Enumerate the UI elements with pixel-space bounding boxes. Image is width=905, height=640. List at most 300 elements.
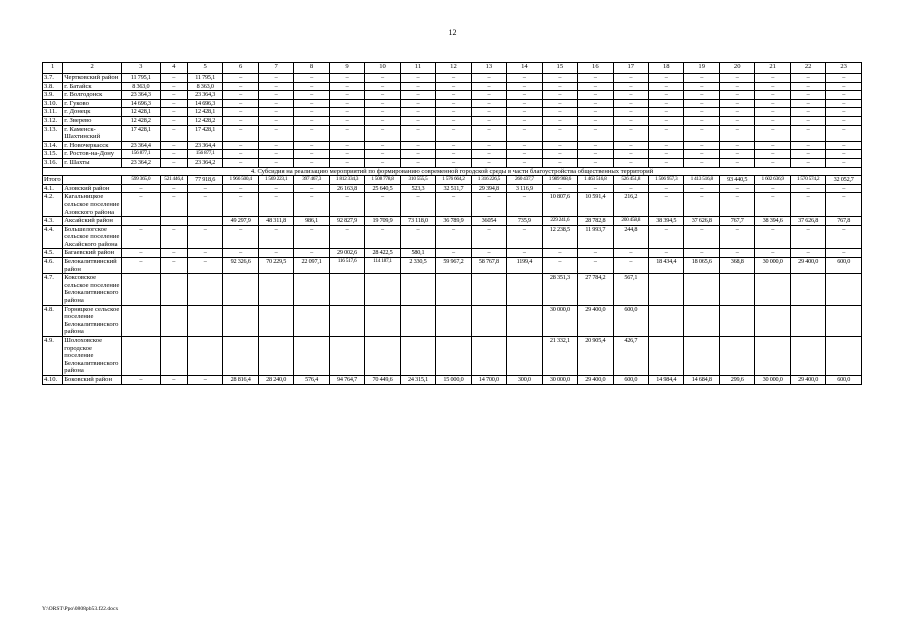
value-cell: –	[400, 91, 435, 100]
value-cell: –	[122, 258, 161, 274]
value-cell: –	[613, 91, 648, 100]
value-cell: –	[790, 249, 825, 258]
value-cell: –	[826, 116, 862, 125]
value-cell: –	[684, 108, 719, 117]
value-cell: 12 428,1	[187, 108, 222, 117]
table-row	[43, 337, 862, 376]
value-cell: –	[471, 249, 506, 258]
value-cell	[258, 274, 293, 305]
value-cell: –	[649, 91, 684, 100]
value-cell: 300,0	[507, 375, 542, 384]
value-cell: 17 428,1	[187, 125, 222, 141]
table-row	[43, 274, 862, 305]
value-cell: –	[826, 225, 862, 249]
value-cell: –	[223, 249, 258, 258]
value-cell: –	[507, 141, 542, 150]
row-name: Аксайский район	[63, 217, 122, 226]
value-cell: –	[122, 193, 161, 217]
value-cell: 600,0	[826, 258, 862, 274]
value-cell: –	[507, 116, 542, 125]
value-cell: –	[258, 74, 293, 83]
value-cell: –	[436, 82, 471, 91]
value-cell: –	[400, 82, 435, 91]
value-cell	[187, 337, 222, 376]
value-cell: –	[160, 99, 187, 108]
value-cell: –	[507, 158, 542, 167]
value-cell	[329, 337, 364, 376]
row-name: г. Зверево	[63, 116, 122, 125]
value-cell	[160, 337, 187, 376]
value-cell	[223, 305, 258, 336]
value-cell: –	[542, 108, 577, 117]
column-number: 23	[826, 63, 862, 74]
value-cell: –	[755, 99, 790, 108]
value-cell: 521 446,4	[160, 176, 187, 185]
value-cell	[258, 337, 293, 376]
value-cell: –	[613, 184, 648, 193]
value-cell	[294, 305, 329, 336]
value-cell: 526 451,8	[613, 176, 648, 185]
row-name: г. Донецк	[63, 108, 122, 117]
value-cell: 576,4	[294, 375, 329, 384]
value-cell: –	[755, 108, 790, 117]
value-cell: –	[542, 91, 577, 100]
value-cell: 73 118,0	[400, 217, 435, 226]
value-cell: –	[329, 82, 364, 91]
value-cell	[329, 305, 364, 336]
value-cell: –	[187, 258, 222, 274]
value-cell: –	[223, 91, 258, 100]
value-cell: –	[790, 108, 825, 117]
value-cell: –	[826, 125, 862, 141]
value-cell: –	[160, 91, 187, 100]
row-number: 3.8.	[43, 82, 63, 91]
value-cell: 10 591,4	[578, 193, 613, 217]
value-cell	[684, 337, 719, 376]
value-cell	[436, 337, 471, 376]
value-cell: –	[719, 193, 754, 217]
value-cell: –	[258, 184, 293, 193]
value-cell: 38 394,5	[649, 217, 684, 226]
value-cell: 37 626,8	[790, 217, 825, 226]
value-cell: –	[436, 158, 471, 167]
table-row	[43, 99, 862, 108]
value-cell	[790, 274, 825, 305]
value-cell: 116 517,6	[329, 258, 364, 274]
value-cell: 12 428,2	[187, 116, 222, 125]
value-cell: –	[684, 82, 719, 91]
value-cell: 11 795,1	[187, 74, 222, 83]
column-number: 22	[790, 63, 825, 74]
value-cell: 599 365,0	[122, 176, 161, 185]
value-cell: 18 065,6	[684, 258, 719, 274]
value-cell: –	[223, 225, 258, 249]
value-cell: 23 364,2	[122, 158, 161, 167]
value-cell: –	[613, 108, 648, 117]
value-cell: –	[471, 99, 506, 108]
value-cell: –	[684, 141, 719, 150]
table-row	[43, 116, 862, 125]
value-cell: 14 984,4	[649, 375, 684, 384]
value-cell: 567,1	[613, 274, 648, 305]
value-cell: –	[258, 158, 293, 167]
value-cell	[400, 337, 435, 376]
value-cell: –	[649, 184, 684, 193]
value-cell: 30 000,0	[755, 258, 790, 274]
value-cell	[471, 274, 506, 305]
value-cell: –	[578, 150, 613, 159]
value-cell: –	[187, 375, 222, 384]
value-cell: 28 816,4	[223, 375, 258, 384]
row-number: 4.1.	[43, 184, 63, 193]
table-row	[43, 74, 862, 83]
value-cell: –	[826, 108, 862, 117]
value-cell: 59 967,2	[436, 258, 471, 274]
value-cell: 1 508 778,8	[365, 176, 400, 185]
value-cell: 25 640,5	[365, 184, 400, 193]
value-cell: –	[649, 150, 684, 159]
value-cell: –	[258, 99, 293, 108]
column-number: 13	[471, 63, 506, 74]
value-cell: 29 400,0	[578, 305, 613, 336]
value-cell: –	[542, 141, 577, 150]
value-cell: 244,8	[613, 225, 648, 249]
value-cell	[223, 337, 258, 376]
value-cell: –	[400, 125, 435, 141]
row-name: Азовский район	[63, 184, 122, 193]
value-cell: –	[400, 99, 435, 108]
value-cell	[649, 337, 684, 376]
value-cell: 600,0	[613, 375, 648, 384]
value-cell: –	[542, 116, 577, 125]
value-cell: 23 364,4	[122, 141, 161, 150]
value-cell: –	[507, 74, 542, 83]
footer-path: Y:\ORST\Ppo\0808pb53.f22.docx	[42, 606, 119, 612]
value-cell: 8 363,0	[187, 82, 222, 91]
value-cell	[649, 274, 684, 305]
value-cell: –	[436, 91, 471, 100]
value-cell: –	[684, 125, 719, 141]
value-cell: 8 363,0	[122, 82, 161, 91]
value-cell: –	[649, 108, 684, 117]
value-cell	[294, 337, 329, 376]
value-cell: 735,9	[507, 217, 542, 226]
row-number: 4.4.	[43, 225, 63, 249]
row-name: Багаевский район	[63, 249, 122, 258]
value-cell: 11 795,1	[122, 74, 161, 83]
value-cell: –	[294, 158, 329, 167]
value-cell: –	[436, 108, 471, 117]
value-cell: 36 789,9	[436, 217, 471, 226]
value-cell: 28 240,0	[258, 375, 293, 384]
value-cell: –	[400, 116, 435, 125]
value-cell: 14 696,3	[122, 99, 161, 108]
value-cell: –	[365, 193, 400, 217]
value-cell: –	[542, 184, 577, 193]
value-cell: –	[684, 193, 719, 217]
value-cell: –	[684, 225, 719, 249]
value-cell: –	[223, 150, 258, 159]
row-name: г. Новочеркасск	[63, 141, 122, 150]
value-cell: –	[294, 193, 329, 217]
value-cell: –	[755, 249, 790, 258]
value-cell	[122, 274, 161, 305]
value-cell: –	[329, 158, 364, 167]
value-cell: –	[578, 158, 613, 167]
value-cell: –	[223, 108, 258, 117]
column-number: 1	[43, 63, 63, 74]
value-cell	[294, 274, 329, 305]
value-cell	[471, 305, 506, 336]
value-cell: –	[160, 125, 187, 141]
value-cell: 2 330,5	[400, 258, 435, 274]
value-cell	[258, 305, 293, 336]
value-cell: –	[719, 99, 754, 108]
value-cell	[719, 337, 754, 376]
column-number: 12	[436, 63, 471, 74]
value-cell: –	[790, 150, 825, 159]
value-cell: –	[436, 116, 471, 125]
value-cell: –	[471, 116, 506, 125]
table-body	[43, 63, 862, 385]
value-cell: –	[365, 99, 400, 108]
value-cell: –	[258, 125, 293, 141]
value-cell	[187, 217, 222, 226]
value-cell: –	[471, 150, 506, 159]
value-cell: –	[160, 193, 187, 217]
value-cell: 12 428,2	[122, 116, 161, 125]
value-cell: –	[329, 74, 364, 83]
value-cell: –	[507, 193, 542, 217]
row-name: Горняцкое сельское поселение Белокалитвинского района	[63, 305, 122, 336]
value-cell: –	[719, 150, 754, 159]
value-cell: –	[719, 158, 754, 167]
value-cell: –	[578, 108, 613, 117]
value-cell: –	[755, 184, 790, 193]
value-cell	[790, 337, 825, 376]
value-cell: –	[365, 108, 400, 117]
value-cell: 1 463 516,8	[578, 176, 613, 185]
value-cell: –	[542, 99, 577, 108]
value-cell: –	[649, 158, 684, 167]
value-cell: 48 311,8	[258, 217, 293, 226]
value-cell: –	[719, 74, 754, 83]
value-cell	[684, 305, 719, 336]
value-cell: 32 052,7	[826, 176, 862, 185]
table-row	[43, 158, 862, 167]
value-cell: 38 394,6	[755, 217, 790, 226]
value-cell: –	[826, 184, 862, 193]
value-cell: –	[649, 99, 684, 108]
value-cell: –	[329, 99, 364, 108]
value-cell: –	[365, 158, 400, 167]
value-cell: –	[365, 125, 400, 141]
value-cell: –	[471, 141, 506, 150]
value-cell: 767,8	[826, 217, 862, 226]
value-cell: 93 440,5	[719, 176, 754, 185]
value-cell: 1 316 226,5	[471, 176, 506, 185]
value-cell: –	[826, 150, 862, 159]
row-number: 4.6.	[43, 258, 63, 274]
value-cell: 23 364,3	[187, 91, 222, 100]
value-cell: –	[649, 74, 684, 83]
value-cell: 1 576 664,2	[436, 176, 471, 185]
value-cell: –	[684, 184, 719, 193]
value-cell: –	[294, 91, 329, 100]
value-cell: –	[542, 74, 577, 83]
row-number: 3.10.	[43, 99, 63, 108]
value-cell: 426,7	[613, 337, 648, 376]
value-cell: –	[649, 193, 684, 217]
value-cell: –	[223, 116, 258, 125]
value-cell: –	[542, 82, 577, 91]
value-cell: –	[223, 158, 258, 167]
column-number: 15	[542, 63, 577, 74]
value-cell: –	[223, 125, 258, 141]
value-cell: 29 002,6	[329, 249, 364, 258]
section-title: 4. Субсидия на реализацию мероприятий по формированию современной городской среды в части благоустройства общественных территорий	[43, 167, 862, 176]
value-cell: –	[160, 249, 187, 258]
value-cell: –	[719, 108, 754, 117]
value-cell: 397 467,3	[294, 176, 329, 185]
row-number: 4.2.	[43, 193, 63, 217]
row-name: Белокалитвинский район	[63, 258, 122, 274]
value-cell: –	[258, 141, 293, 150]
column-number: 4	[160, 63, 187, 74]
value-cell: 156 877,1	[187, 150, 222, 159]
value-cell: –	[649, 249, 684, 258]
row-number: 4.7.	[43, 274, 63, 305]
value-cell: 986,1	[294, 217, 329, 226]
value-cell: 21 332,1	[542, 337, 577, 376]
value-cell: –	[294, 141, 329, 150]
value-cell: –	[613, 99, 648, 108]
value-cell: 1 602 636,9	[755, 176, 790, 185]
value-cell: –	[400, 141, 435, 150]
value-cell: 28 782,8	[578, 217, 613, 226]
value-cell: –	[578, 249, 613, 258]
value-cell	[826, 305, 862, 336]
column-number: 11	[400, 63, 435, 74]
value-cell: –	[542, 125, 577, 141]
value-cell: 580,1	[400, 249, 435, 258]
row-number: 3.14.	[43, 141, 63, 150]
value-cell	[507, 337, 542, 376]
row-name	[63, 176, 122, 185]
value-cell: –	[400, 225, 435, 249]
column-number: 16	[578, 63, 613, 74]
column-number: 10	[365, 63, 400, 74]
value-cell: –	[719, 125, 754, 141]
value-cell: –	[755, 125, 790, 141]
table-row	[43, 82, 862, 91]
value-cell: –	[258, 91, 293, 100]
value-cell: –	[649, 125, 684, 141]
value-cell: 1 966 500,4	[223, 176, 258, 185]
value-cell: –	[649, 116, 684, 125]
value-cell: –	[160, 158, 187, 167]
value-cell: 92 326,6	[223, 258, 258, 274]
value-cell: –	[649, 225, 684, 249]
value-cell: 600,0	[613, 305, 648, 336]
value-cell: –	[365, 150, 400, 159]
value-cell: –	[578, 141, 613, 150]
value-cell: –	[826, 99, 862, 108]
value-cell: –	[294, 116, 329, 125]
value-cell: –	[578, 91, 613, 100]
value-cell: –	[755, 82, 790, 91]
value-cell: –	[223, 193, 258, 217]
value-cell: 70 229,5	[258, 258, 293, 274]
value-cell: 20 905,4	[578, 337, 613, 376]
value-cell: –	[160, 141, 187, 150]
value-cell: –	[542, 150, 577, 159]
value-cell: 29 400,0	[790, 258, 825, 274]
value-cell	[649, 305, 684, 336]
column-number: 8	[294, 63, 329, 74]
value-cell: –	[258, 150, 293, 159]
value-cell: –	[187, 249, 222, 258]
value-cell: –	[507, 150, 542, 159]
column-number: 5	[187, 63, 222, 74]
value-cell: 216,2	[613, 193, 648, 217]
value-cell: 1 413 516,8	[684, 176, 719, 185]
value-cell: 1199,4	[507, 258, 542, 274]
value-cell: 229 241,6	[542, 217, 577, 226]
row-number: 4.10.	[43, 375, 63, 384]
value-cell: 70 449,6	[365, 375, 400, 384]
value-cell: –	[294, 74, 329, 83]
value-cell: 29 400,0	[790, 375, 825, 384]
value-cell: 114 187,1	[365, 258, 400, 274]
column-number-row	[43, 63, 862, 74]
value-cell: –	[613, 158, 648, 167]
value-cell: 1 569 223,1	[258, 176, 293, 185]
value-cell: 299,6	[719, 375, 754, 384]
table-row	[43, 375, 862, 384]
value-cell	[329, 274, 364, 305]
value-cell: 92 827,9	[329, 217, 364, 226]
row-number: 4.5.	[43, 249, 63, 258]
value-cell: –	[542, 158, 577, 167]
table-row	[43, 176, 862, 185]
value-cell	[826, 337, 862, 376]
row-number: 4.3.	[43, 217, 63, 226]
value-cell: –	[471, 193, 506, 217]
value-cell: –	[400, 108, 435, 117]
value-cell: 10 807,6	[542, 193, 577, 217]
value-cell: –	[719, 116, 754, 125]
value-cell: 12 428,1	[122, 108, 161, 117]
value-cell: 37 626,8	[684, 217, 719, 226]
value-cell: –	[790, 116, 825, 125]
column-number: 17	[613, 63, 648, 74]
value-cell: 200 458,8	[613, 217, 648, 226]
row-name: г. Каменск-Шахтинский	[63, 125, 122, 141]
value-cell: –	[223, 82, 258, 91]
value-cell: –	[613, 249, 648, 258]
value-cell: –	[436, 125, 471, 141]
value-cell: 767,7	[719, 217, 754, 226]
value-cell: –	[578, 82, 613, 91]
value-cell: 23 364,3	[122, 91, 161, 100]
column-number: 19	[684, 63, 719, 74]
value-cell: –	[826, 141, 862, 150]
value-cell: –	[400, 150, 435, 159]
table-row	[43, 305, 862, 336]
value-cell: 19 709,9	[365, 217, 400, 226]
value-cell: –	[755, 225, 790, 249]
